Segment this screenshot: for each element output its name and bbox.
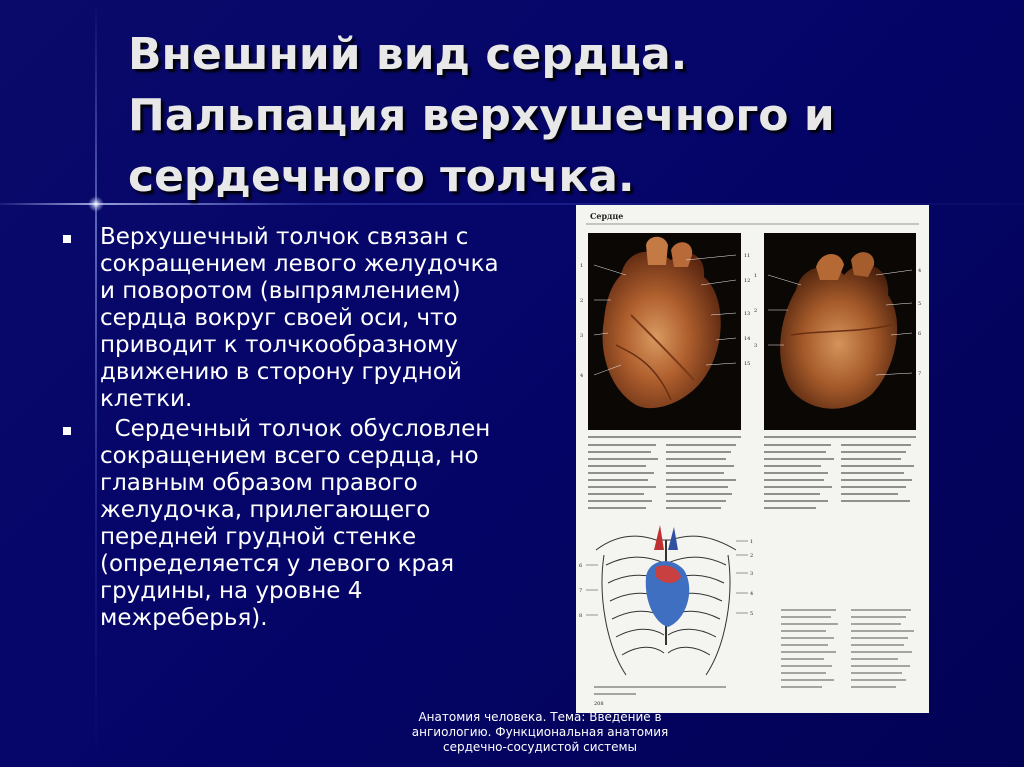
svg-text:7: 7 [579, 588, 583, 594]
svg-text:12: 12 [744, 278, 751, 284]
svg-text:1: 1 [754, 273, 758, 279]
svg-text:2: 2 [750, 553, 754, 559]
svg-text:3: 3 [750, 571, 754, 577]
illustration-heading: Сердце [590, 211, 624, 221]
bullet-item-heart-beat [60, 416, 510, 632]
svg-text:13: 13 [744, 311, 751, 317]
svg-text:1: 1 [580, 263, 584, 269]
svg-text:3: 3 [754, 343, 758, 349]
bullet-list [60, 224, 510, 632]
svg-text:3: 3 [580, 333, 584, 339]
thorax-caption [594, 687, 726, 694]
svg-text:2: 2 [754, 308, 758, 314]
bullet-item-apex-beat [60, 224, 510, 413]
svg-text:5: 5 [918, 301, 922, 307]
title-line-3: сердечного толчка. [128, 151, 635, 202]
svg-text:8: 8 [579, 613, 583, 619]
bullet-text: Сердечный толчок обусловлен сокращением всего сердца, но главным образом правого желудочка, прилегающего передней грудной стенке (определяется у левого края грудины, на уровне 4 межреберья). [100, 416, 498, 631]
slide-title [128, 24, 988, 207]
svg-text:6: 6 [918, 331, 922, 337]
legend-text-right [764, 437, 916, 508]
svg-text:5: 5 [750, 611, 754, 617]
svg-text:2: 2 [580, 298, 584, 304]
svg-text:7: 7 [918, 371, 922, 377]
bullet-text: Верхушечный толчок связан с сокращением левого желудочка и поворотом (выпрямлением) сердца вокруг своей оси, что приводит к толчкообразному движению в сторону грудной клетки. [100, 224, 499, 412]
svg-text:1: 1 [750, 539, 754, 545]
svg-text:15: 15 [744, 361, 751, 367]
svg-text:6: 6 [579, 563, 583, 569]
svg-text:4: 4 [750, 591, 754, 597]
svg-text:11: 11 [744, 253, 751, 259]
slide-footer: Анатомия человека. Тема: Введение в ангиологию. Функциональная анатомия сердечно-сосудистой системы [411, 710, 669, 754]
heart-anatomy-illustration [576, 205, 929, 713]
square-bullet-icon [63, 235, 71, 243]
anatomy-textbook-page-image [576, 205, 929, 713]
page-number: 208 [594, 701, 604, 707]
legend-text-bottom [781, 610, 914, 687]
svg-text:14: 14 [744, 336, 751, 342]
title-line-2: Пальпация верхушечного и [128, 90, 835, 141]
svg-text:4: 4 [580, 373, 584, 379]
title-line-1: Внешний вид сердца. [128, 29, 688, 80]
legend-text-left [588, 437, 741, 508]
square-bullet-icon [63, 427, 71, 435]
sparkle-icon [88, 196, 104, 212]
svg-text:4: 4 [918, 268, 922, 274]
